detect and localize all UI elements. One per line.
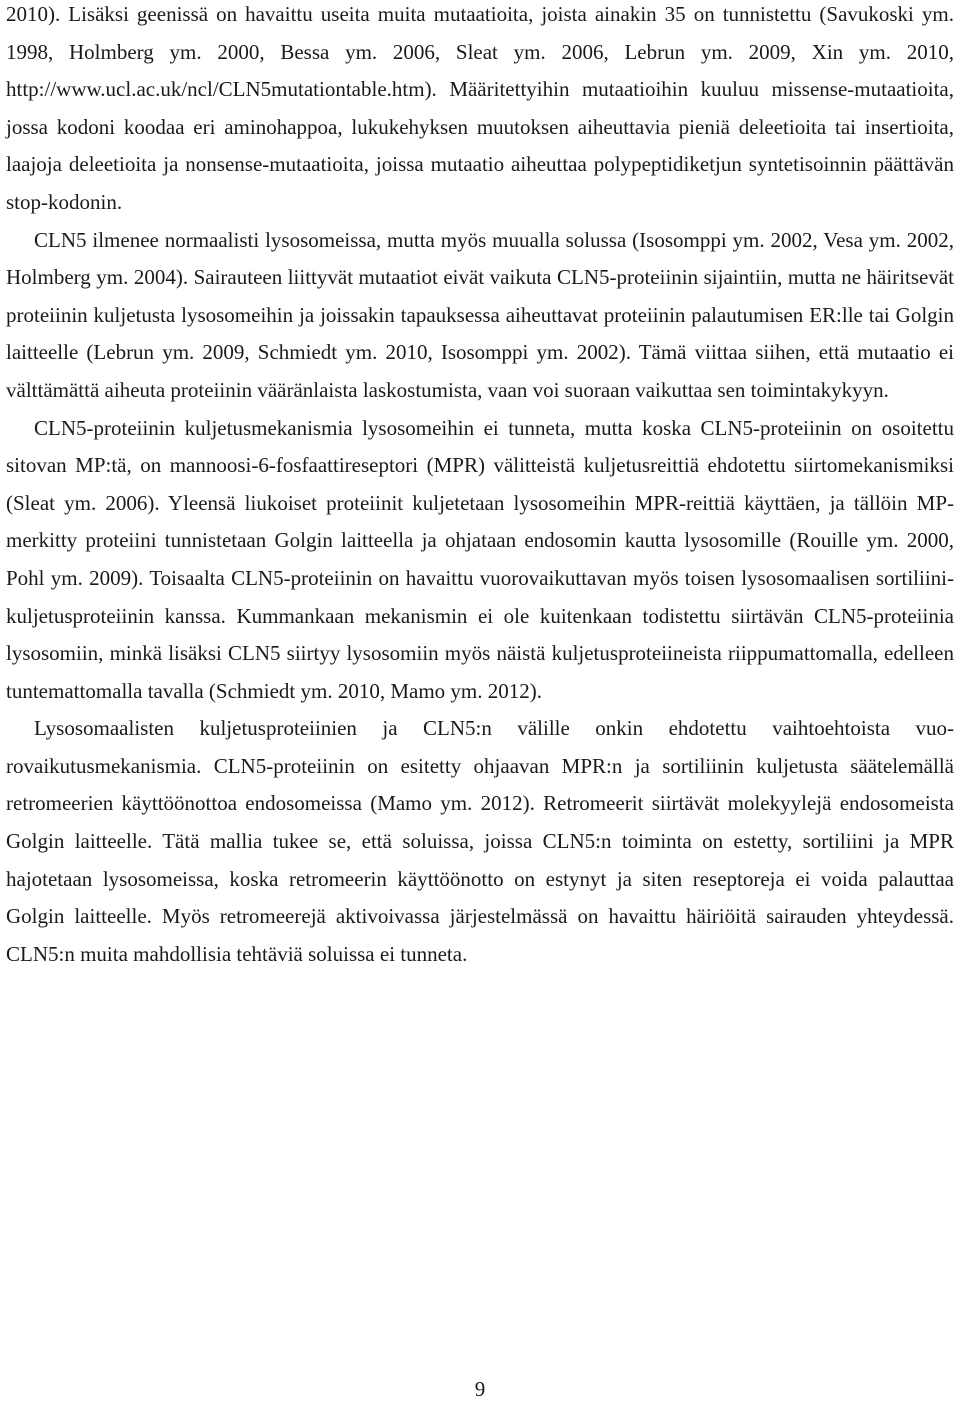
page-number: 9 <box>474 1377 486 1401</box>
paragraph-mutations: 2010). Lisäksi geenissä on havaittu useita muita mutaatioita, joista ainakin 35 on tunnistettu (Savukoski ym. 1998, Holmberg ym. 2000, Bessa ym. 2006, Sleat ym. 2006, Lebrun ym. 2009, Xin ym. 2010, http://www.ucl.ac.uk/ncl/CLN5mutationtable.htm). Määritettyihin mutaatioihin kuuluu missense-mutaatioita, jossa kodoni koodaa eri aminohappoa, lukukehyksen muutoksen aiheuttavia pieniä deleetioita tai insertioita, laajoja deleetioita ja nonsense-mutaatioita, joissa mutaatio aiheuttaa polypeptidiketjun syntetisoinnin päättävän stop-kodonin. <box>6 2 954 214</box>
paragraph-cln5-localization: CLN5 ilmenee normaalisti lysosomeissa, mutta myös muualla solussa (Isosomppi ym. 2002, Vesa ym. 2002, Holmberg ym. 2004). Sairauteen liittyvät mutaatiot eivät vaikuta CLN5-proteiinin sijaintiin, mutta ne häiritsevät proteiinin kuljetusta lysosomeihin ja joissakin tapauksessa aiheuttavat proteiinin palautumisen ER:lle tai Golgin laitteelle (Lebrun ym. 2009, Schmiedt ym. 2010, Isosomppi ym. 2002). Tämä viittaa siihen, että mutaatio ei välttämättä aiheuta proteiinin vääränlaista laskostumista, vaan voi suoraan vaikuttaa sen toimintakykyyn. <box>6 227 954 402</box>
paragraph-retromer-model: Lysosomaalisten kuljetusproteiinien ja CLN5:n välille onkin ehdotettu vaihtoehtoista vuorovaikutusmekanismia. CLN5-proteiinin on esitetty ohjaavan MPR:n ja sortiliinin kuljetusta säätelemällä retromeerien käyttöönottoa endosomeissa (Mamo ym. 2012). Retromeerit siirtävät molekyylejä endosomeista Golgin laitteelle. Tätä mallia tukee se, että soluissa, joissa CLN5:n toiminta on estetty, sortiliini ja MPR hajotetaan lysosomeissa, koska retromeerin käyttöönotto on estynyt ja siten reseptoreja ei voida palauttaa Golgin laitteelle. Myös retromeerejä aktivoivassa järjestelmässä on havaittu häiriöitä sairauden yhteydessä. CLN5:n muita mahdollisia tehtäviä soluissa ei tunneta. <box>6 716 954 966</box>
paragraph-transport-mechanism: CLN5-proteiinin kuljetusmekanismia lysosomeihin ei tunneta, mutta koska CLN5-proteiinin on osoitettu sitovan MP:tä, on mannoosi-6-fosfaattireseptori (MPR) välitteistä kuljetusreittiä ehdotettu siirtomekanismiksi (Sleat ym. 2006). Yleensä liukoiset proteiinit kuljetetaan lysosomeihin MPR-reittiä käyttäen, ja tällöin MP-merkitty proteiini tunnistetaan Golgin laitteella ja ohjataan endosomin kautta lysosomille (Rouille ym. 2000, Pohl ym. 2009). Toisaalta CLN5-proteiinin on havaittu vuorovaikuttavan myös toisen lysosomaalisen sortiliini-kuljetusproteiinin kanssa. Kummankaan mekanismin ei ole kuitenkaan todistettu siirtävän CLN5-proteiinia lysosomiin, minkä lisäksi CLN5 siirtyy lysosomiin myös näistä kuljetusproteiineista riippumattomalla, edelleen tuntemattomalla tavalla (Schmiedt ym. 2010, Mamo ym. 2012). <box>6 415 954 703</box>
body-text <box>6 0 954 973</box>
